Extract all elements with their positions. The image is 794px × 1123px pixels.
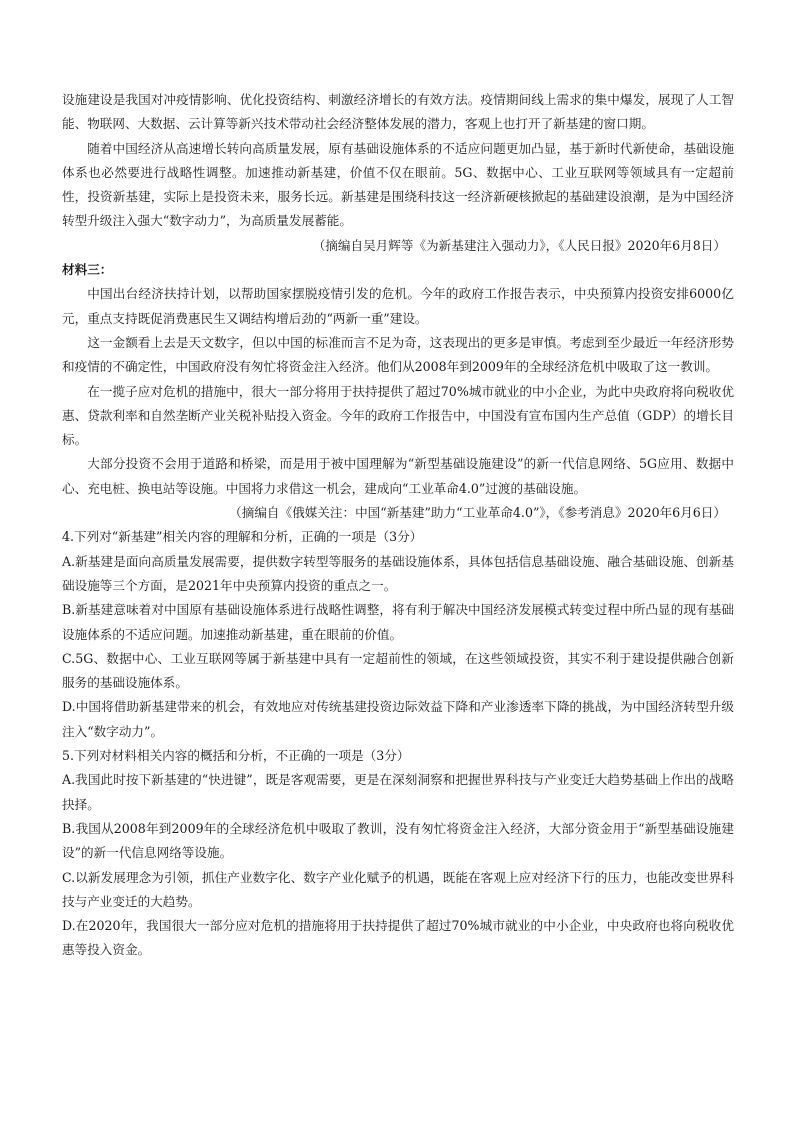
question-5-option-b: B.我国从2008年到2009年的全球经济危机中吸取了教训，没有匆忙将资金注入经济，大部分资金用于“新型基础设施建设”的新一代信息网络等设施。 — [62, 820, 734, 861]
question-5-option-d: D.在2020年，我国很大一部分应对危机的措施将用于扶持提供了超过70%城市就业的中小企业，中央政府也将向税收优惠等投入资金。 — [62, 918, 734, 958]
document-page — [62, 88, 734, 963]
material3-heading: 材料三： — [62, 262, 113, 278]
question-5-option-c: C.以新发展理念为引领，抓住产业数字化、数字产业化赋予的机遇，既能在客观上应对经济下行的压力，也能改变世界科技与产业变迁的大趋势。 — [62, 869, 734, 909]
question-4-stem: 4.下列对“新基建”相关内容的理解和分析，正确的一项是（3分） — [62, 529, 423, 545]
material2-paragraph-2: 随着中国经济从高速增长转向高质量发展，原有基础设施体系的不适应问题更加凸显，基于新时代新使命，基础设施体系也必然要进行战略性调整。加速推动新基建，价值不仅在眼前。5G、数据中心、工业互联网等领域具有一定超前性，投资新基建，实际上是投资未来，服务长远。新基建是围绕科技这一经济新硬核掀起的基础建设浪潮，是为中国经济转型升级注入强大“数字动力”，为高质量发展蓄能。 — [62, 140, 734, 229]
question-5-option-a: A.我国此时按下新基建的“快进键”，既是客观需要，更是在深刻洞察和把握世界科技与产业变迁大趋势基础上作出的战略抉择。 — [62, 772, 734, 812]
material3-paragraph-4: 大部分投资不会用于道路和桥梁，而是用于被中国理解为“新型基础设施建设”的新一代信息网络、5G应用、数据中心、充电桩、换电站等设施。中国将力求借这一机会，建成向“工业革命4.0”过渡的基础设施。 — [62, 456, 734, 496]
material2-paragraph-1: 设施建设是我国对冲疫情影响、优化投资结构、刺激经济增长的有效方法。疫情期间线上需求的集中爆发，展现了人工智能、物联网、大数据、云计算等新兴技术带动社会经济整体发展的潜力，客观上也打开了新基建的窗口期。 — [62, 92, 734, 132]
question-5-stem: 5.下列对材料相关内容的概括和分析，不正确的一项是（3分） — [62, 748, 410, 764]
question-4-option-a: A.新基建是面向高质量发展需要，提供数字转型等服务的基础设施体系，具体包括信息基础设施、融合基础设施、创新基础设施等三个方面，是2021年中央预算内投资的重点之一。 — [62, 553, 734, 593]
material3-paragraph-2: 这一金额看上去是天文数字，但以中国的标准而言不足为奇，这表现出的更多是审慎。考虑到至少最近一年经济形势和疫情的不确定性，中国政府没有匆忙将资金注入经济。他们从2008年到2009年的全球经济危机中吸取了这一教训。 — [62, 334, 734, 375]
material3-paragraph-1: 中国出台经济扶持计划，以帮助国家摆脱疫情引发的危机。今年的政府工作报告表示，中央预算内投资安排6000亿元，重点支持既促消费惠民生又调结构增后劲的“两新一重”建设。 — [62, 286, 734, 326]
material3-source: （摘编自《俄媒关注：中国“新基建”助力“工业革命4.0”》，《参考消息》2020年6月6日） — [229, 505, 726, 521]
question-4-option-d: D.中国将借助新基建带来的机会，有效地应对传统基建投资边际效益下降和产业渗透率下降的挑战，为中国经济转型升级注入“数字动力”。 — [62, 699, 734, 739]
question-4-option-c: C.5G、数据中心、工业互联网等属于新基建中具有一定超前性的领域，在这些领域投资，其实不利于建设提供融合创新服务的基础设施体系。 — [62, 650, 734, 691]
material3-paragraph-3: 在一揽子应对危机的措施中，很大一部分将用于扶持提供了超过70%城市就业的中小企业，为此中央政府将向税收优惠、贷款利率和自然垄断产业关税补贴投入资金。今年的政府工作报告中，中国没有宣布国内生产总值（GDP）的增长目标。 — [62, 383, 734, 448]
material2-source: （摘编自吴月辉等《为新基建注入强动力》，《人民日报》2020年6月8日） — [312, 237, 726, 253]
question-4-option-b: B.新基建意味着对中国原有基础设施体系进行战略性调整，将有利于解决中国经济发展模式转变过程中所凸显的现有基础设施体系的不适应问题。加速推动新基建，重在眼前的价值。 — [62, 602, 734, 642]
